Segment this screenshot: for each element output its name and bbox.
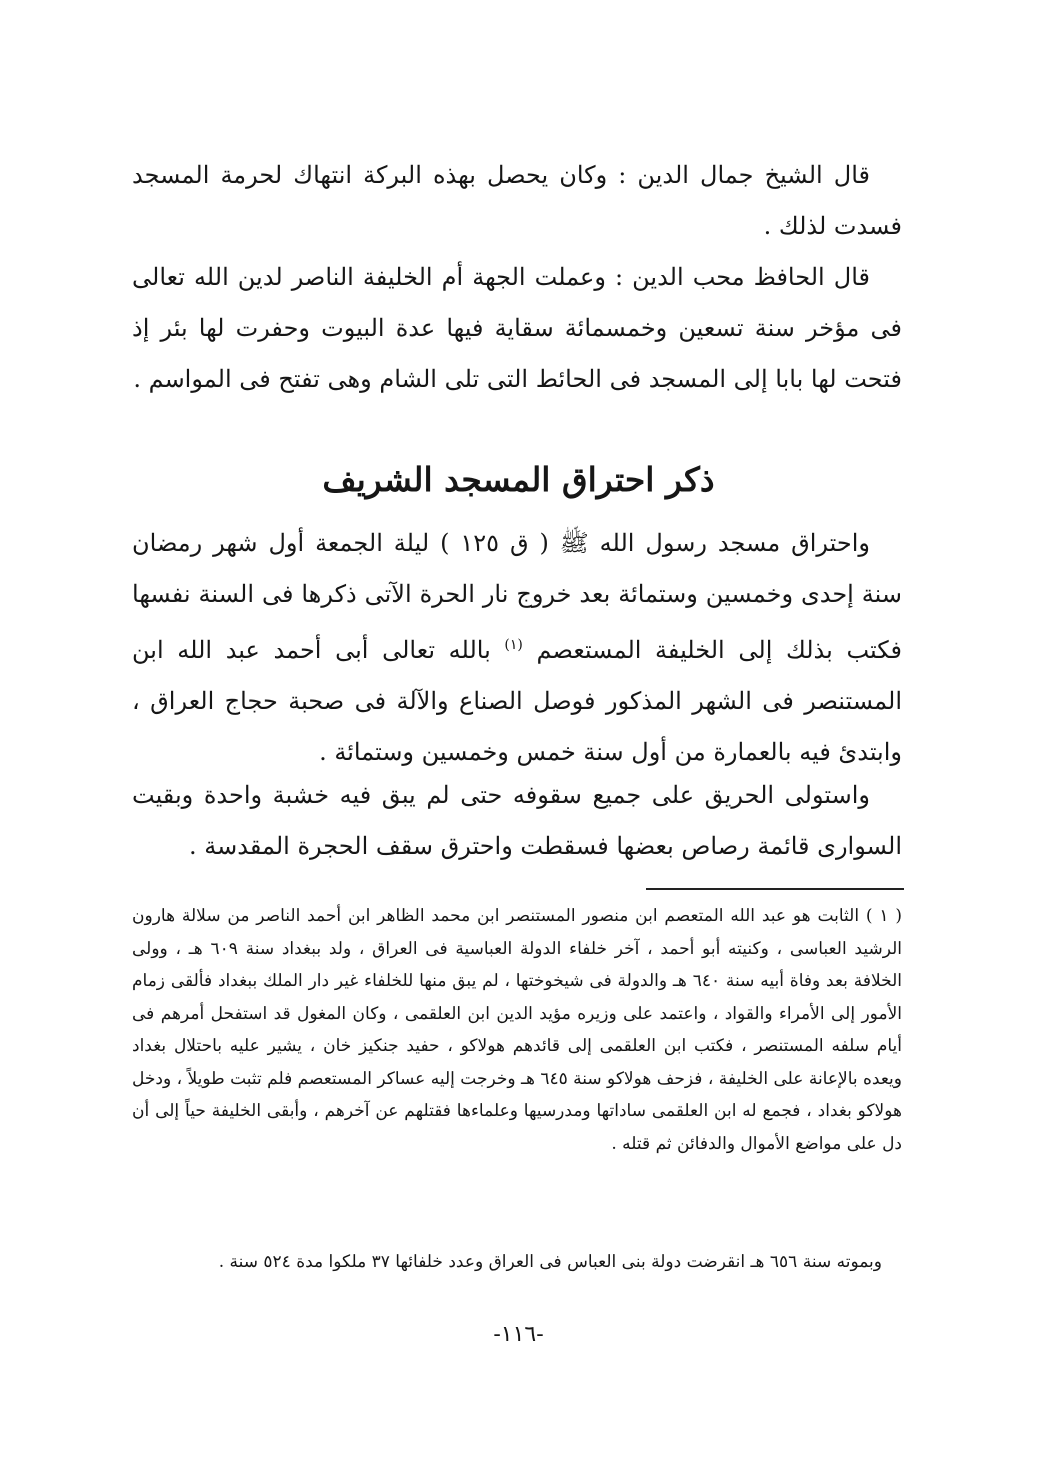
paragraph-2-text: قال الحافظ محب الدين : وعملت الجهة أم الخليفة الناصر لدين الله تعالى فى مؤخر سنة تسعين وخمسمائة سقاية فيها عدة البيوت وحفرت لها بئر إذ فتحت لها بابا إلى المسجد فى الحائط التى تلى الشام وهى تفتح فى المواسم . bbox=[132, 263, 902, 393]
page-number: -١١٦- bbox=[493, 1322, 544, 1347]
paragraph-1 bbox=[132, 150, 902, 252]
footnote-2-text: وبموته سنة ٦٥٦ هـ انقرضت دولة بنى العباس فى العراق وعدد خلفائها ٣٧ ملكوا مدة ٥٢٤ سنة . bbox=[218, 1252, 882, 1272]
footnote-divider bbox=[646, 888, 904, 890]
paragraph-2 bbox=[132, 252, 902, 405]
paragraph-1-text: قال الشيخ جمال الدين : وكان يحصل بهذه البركة انتهاك لحرمة المسجد فسدت لذلك . bbox=[132, 161, 902, 240]
footnote-reference: (١) bbox=[504, 637, 523, 653]
paragraph-3-text-part2: بالله تعالى أبى أحمد عبد الله ابن المستنصر فى الشهر المذكور فوصل الصناع والآلة فى صحبة حجاج العراق ، وابتدئ فيه بالعمارة من أول سنة خمس وخمسين وستمائة . bbox=[132, 636, 902, 766]
paragraph-4-text: واستولى الحريق على جميع سقوفه حتى لم يبق فيه خشبة واحدة وبقيت السوارى قائمة رصاص بعضها فسقطت واحترق سقف الحجرة المقدسة . bbox=[132, 781, 902, 860]
footnote-2 bbox=[132, 1246, 902, 1279]
paragraph-3 bbox=[132, 518, 902, 778]
paragraph-3-text bbox=[132, 518, 902, 778]
paragraph-3-text-part1: واحتراق مسجد رسول الله ﷺ ( ق ١٢٥ ) ليلة الجمعة أول شهر رمضان سنة إحدى وخمسين وستمائة بعد خروج نار الحرة الآتى ذكرها فى السنة نفسها فكتب بذلك إلى الخليفة المستعصم bbox=[132, 529, 902, 664]
paragraph-4 bbox=[132, 770, 902, 872]
section-heading: ذكر احتراق المسجد الشريف bbox=[322, 460, 715, 499]
footnote-1 bbox=[132, 900, 902, 1160]
footnote-1-text: ( ١ ) الثابت هو عبد الله المتعصم ابن منصور المستنصر ابن محمد الظاهر ابن أحمد الناصر من سلالة هارون الرشيد العباسى ، وكنيته أبو أحمد ، آخر خلفاء الدولة العباسية فى العراق ، ولد ببغداد سنة ٦٠٩ هـ ، وولى الخلافة بعد وفاة أبيه سنة ٦٤٠ هـ والدولة فى شيخوختها ، لم يبق منها للخلفاء غير دار الملك ببغداد فألقى زمام الأمور إلى الأمراء والقواد ، واعتمد على وزيره مؤيد الدين ابن العلقمى ، وكان المغول قد استفحل أمرهم فى أيام سلفه المستنصر ، فكتب ابن العلقمى إلى قائدهم هولاكو ، حفيد جنكيز خان ، يشير عليه باحتلال بغداد ويعده بالإعانة على الخليفة ، فزحف هولاكو سنة ٦٤٥ هـ وخرجت إليه عساكر المستعصم فلم تثبت طويلاً ، ودخل هولاكو بغداد ، فجمع له ابن العلقمى ساداتها ومدرسيها وعلماءها فقتلهم عن آخرهم ، وأبقى الخليفة حياً إلى أن دل على مواضع الأموال والدفائن ثم قتله . bbox=[132, 906, 902, 1154]
